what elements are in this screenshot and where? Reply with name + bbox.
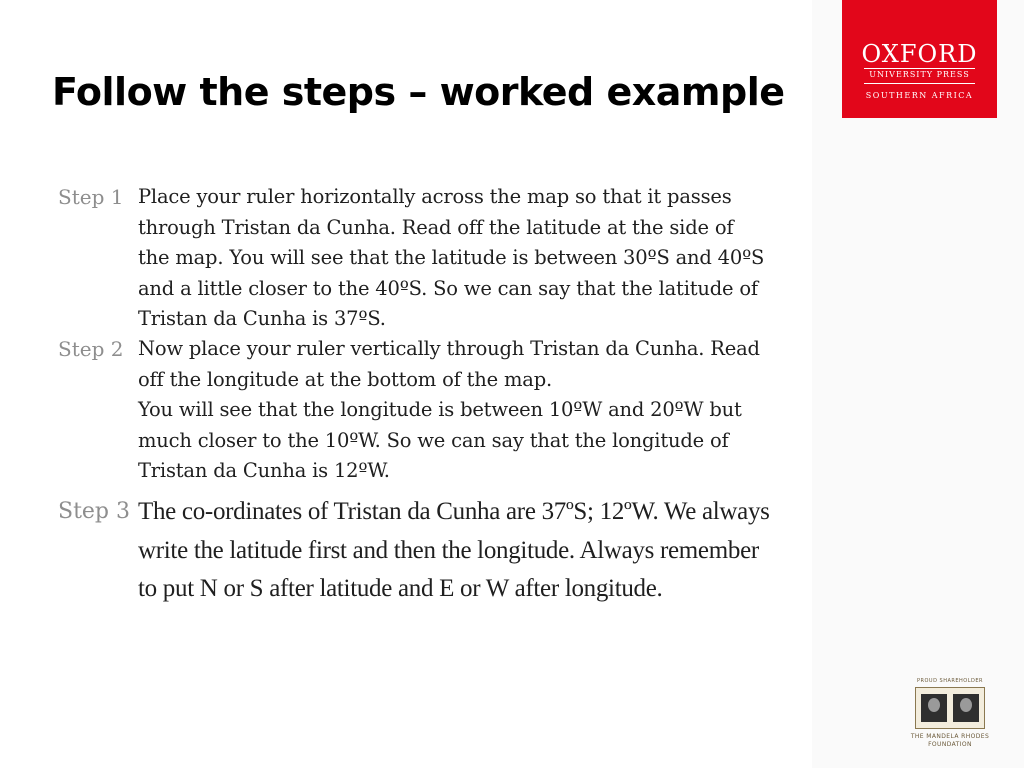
step-text — [138, 334, 760, 487]
step-line: to put N or S after latitude and E or W after longitude. — [138, 575, 663, 602]
mandela-rhodes-logo — [900, 678, 1000, 753]
step-label: Step 1 — [58, 185, 124, 209]
step-text — [138, 182, 764, 335]
step-line: Tristan da Cunha is 37ºS. — [138, 307, 386, 330]
step-line: Now place your ruler vertically through Tristan da Cunha. Read — [138, 337, 760, 360]
logo-divider — [864, 68, 975, 69]
step-line: much closer to the 10ºW. So we can say that the longitude of — [138, 428, 729, 452]
step-2 — [58, 334, 760, 487]
logo-name: OXFORD — [861, 40, 978, 68]
oxford-logo — [842, 0, 997, 118]
portrait-icon — [953, 694, 979, 722]
portraits-frame — [915, 687, 985, 729]
logo-region: SOUTHERN AFRICA — [865, 91, 974, 100]
foundation-name-line: FOUNDATION — [928, 741, 972, 748]
logo-caption: PROUD SHAREHOLDER — [917, 678, 983, 684]
step-line: Place your ruler horizontally across the map so that it passes — [138, 185, 732, 208]
step-line: and a little closer to the 40ºS. So we can say that the latitude of — [138, 276, 758, 300]
step-line: write the latitude first and then the longitude. Always remember — [138, 536, 759, 564]
step-text — [138, 493, 770, 609]
step-line: Tristan da Cunha is 12ºW. — [138, 459, 390, 482]
step-label: Step 3 — [58, 499, 131, 524]
step-line: off the longitude at the bottom of the map. — [138, 367, 552, 391]
step-line: the map. You will see that the latitude is between 30ºS and 40ºS — [138, 246, 765, 269]
step-1 — [58, 182, 764, 335]
step-line: through Tristan da Cunha. Read off the latitude at the side of — [138, 215, 734, 239]
step-line: You will see that the longitude is between 10ºW and 20ºW but — [138, 398, 742, 421]
foundation-name-line: THE MANDELA RHODES — [910, 733, 990, 740]
foundation-name — [900, 733, 1000, 749]
portrait-icon — [921, 694, 947, 722]
step-line: The co-ordinates of Tristan da Cunha are 37ºS; 12ºW. We always — [138, 498, 770, 525]
logo-subtitle: UNIVERSITY PRESS — [869, 70, 970, 79]
slide-title: Follow the steps – worked example — [52, 70, 785, 114]
step-label: Step 2 — [58, 337, 124, 361]
logo-divider — [864, 83, 975, 84]
step-3 — [58, 493, 770, 609]
